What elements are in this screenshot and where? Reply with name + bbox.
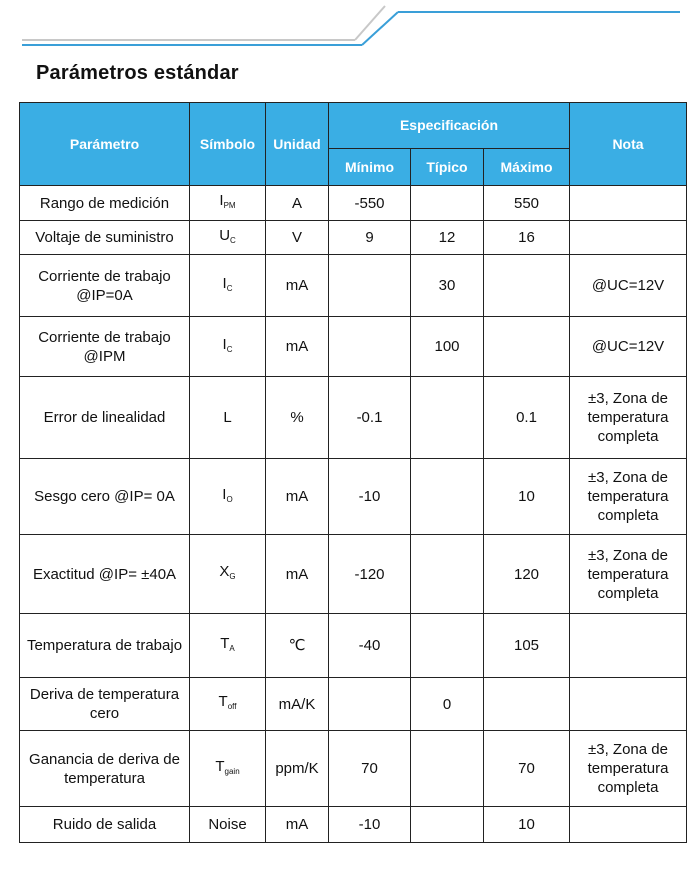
note-cell: @UC=12V xyxy=(570,255,687,317)
unit-cell: % xyxy=(266,377,329,459)
symbol-cell xyxy=(190,317,266,377)
unit-cell: mA xyxy=(266,535,329,614)
header-minimo: Mínimo xyxy=(329,149,411,186)
symbol-base: T xyxy=(218,693,228,710)
header-tipico: Típico xyxy=(411,149,484,186)
max-cell xyxy=(484,317,570,377)
table-row xyxy=(20,535,687,614)
typ-cell: 12 xyxy=(411,221,484,255)
max-cell: 105 xyxy=(484,614,570,678)
symbol-base: I xyxy=(222,485,227,503)
max-cell xyxy=(484,678,570,731)
typ-cell xyxy=(411,186,484,221)
parameter-cell: Deriva de temperatura cero xyxy=(20,678,190,731)
parameter-cell: Corriente de trabajo @IPM xyxy=(20,317,190,377)
symbol-base: U xyxy=(219,226,231,244)
table-row xyxy=(20,317,687,377)
table-row xyxy=(20,807,687,843)
typ-cell xyxy=(411,807,484,843)
symbol-base: T xyxy=(215,757,225,775)
note-cell: ±3, Zona de temperatura completa xyxy=(570,535,687,614)
header-maximo: Máximo xyxy=(484,149,570,186)
table-row xyxy=(20,614,687,678)
symbol-cell xyxy=(190,186,266,221)
max-cell: 10 xyxy=(484,459,570,535)
typ-cell xyxy=(411,614,484,678)
symbol-base: T xyxy=(220,634,230,652)
parameter-cell: Rango de medición xyxy=(20,186,190,221)
max-cell: 120 xyxy=(484,535,570,614)
min-cell: -10 xyxy=(329,807,411,843)
typ-cell: 100 xyxy=(411,317,484,377)
symbol-subscript: G xyxy=(229,572,236,581)
symbol-base: I xyxy=(222,274,227,292)
parameter-cell: Error de linealidad xyxy=(20,377,190,459)
parameter-cell: Exactitud @IP= ±40A xyxy=(20,535,190,614)
symbol-subscript: PM xyxy=(223,201,236,210)
symbol-subscript: C xyxy=(226,344,233,354)
symbol-cell xyxy=(190,377,266,459)
max-cell: 16 xyxy=(484,221,570,255)
symbol-cell xyxy=(190,731,266,807)
max-cell: 10 xyxy=(484,807,570,843)
symbol-cell xyxy=(190,459,266,535)
unit-cell: mA xyxy=(266,317,329,377)
symbol-base: Noise xyxy=(208,816,247,833)
min-cell: -40 xyxy=(329,614,411,678)
table-row xyxy=(20,377,687,459)
unit-cell: A xyxy=(266,186,329,221)
parameter-cell: Corriente de trabajo @IP=0A xyxy=(20,255,190,317)
table-row xyxy=(20,459,687,535)
note-cell xyxy=(570,678,687,731)
parameter-cell: Ruido de salida xyxy=(20,807,190,843)
note-cell xyxy=(570,807,687,843)
header-nota: Nota xyxy=(570,103,687,186)
parameter-cell: Temperatura de trabajo xyxy=(20,614,190,678)
note-cell xyxy=(570,186,687,221)
table-row xyxy=(20,678,687,731)
min-cell: 9 xyxy=(329,221,411,255)
unit-cell: mA xyxy=(266,459,329,535)
symbol-base: I xyxy=(222,335,227,353)
unit-cell: mA xyxy=(266,807,329,843)
max-cell: 550 xyxy=(484,186,570,221)
parameter-cell: Sesgo cero @IP= 0A xyxy=(20,459,190,535)
min-cell: -10 xyxy=(329,459,411,535)
page-title: Parámetros estándar xyxy=(36,62,239,84)
header-unidad: Unidad xyxy=(266,103,329,186)
min-cell xyxy=(329,678,411,731)
max-cell: 0.1 xyxy=(484,377,570,459)
symbol-subscript: O xyxy=(226,494,233,504)
symbol-cell xyxy=(190,535,266,614)
typ-cell: 30 xyxy=(411,255,484,317)
symbol-subscript: A xyxy=(229,643,235,653)
symbol-cell xyxy=(190,678,266,731)
min-cell: 70 xyxy=(329,731,411,807)
header-parametro: Parámetro xyxy=(20,103,190,186)
symbol-cell xyxy=(190,614,266,678)
min-cell xyxy=(329,317,411,377)
unit-cell: mA/K xyxy=(266,678,329,731)
spec-table xyxy=(19,102,687,843)
header-simbolo: Símbolo xyxy=(190,103,266,186)
typ-cell: 0 xyxy=(411,678,484,731)
symbol-subscript: C xyxy=(230,235,236,245)
min-cell xyxy=(329,255,411,317)
symbol-cell xyxy=(190,807,266,843)
header-especificacion: Especificación xyxy=(329,103,570,149)
typ-cell xyxy=(411,459,484,535)
min-cell: -550 xyxy=(329,186,411,221)
note-cell: ±3, Zona de temperatura completa xyxy=(570,377,687,459)
table-row xyxy=(20,186,687,221)
symbol-subscript: off xyxy=(227,702,237,711)
unit-cell: V xyxy=(266,221,329,255)
symbol-cell xyxy=(190,255,266,317)
typ-cell xyxy=(411,377,484,459)
note-cell xyxy=(570,221,687,255)
note-cell: ±3, Zona de temperatura completa xyxy=(570,459,687,535)
table-row xyxy=(20,221,687,255)
unit-cell: ppm/K xyxy=(266,731,329,807)
symbol-base: X xyxy=(219,563,230,580)
typ-cell xyxy=(411,731,484,807)
symbol-subscript: C xyxy=(226,283,233,293)
typ-cell xyxy=(411,535,484,614)
symbol-cell xyxy=(190,221,266,255)
table-row xyxy=(20,731,687,807)
unit-cell: mA xyxy=(266,255,329,317)
min-cell: -0.1 xyxy=(329,377,411,459)
min-cell: -120 xyxy=(329,535,411,614)
max-cell xyxy=(484,255,570,317)
max-cell: 70 xyxy=(484,731,570,807)
table-row xyxy=(20,255,687,317)
note-cell: @UC=12V xyxy=(570,317,687,377)
parameter-cell: Voltaje de suministro xyxy=(20,221,190,255)
symbol-base: I xyxy=(219,192,224,209)
symbol-subscript: gain xyxy=(224,766,240,776)
parameter-cell: Ganancia de deriva de temperatura xyxy=(20,731,190,807)
note-cell: ±3, Zona de temperatura completa xyxy=(570,731,687,807)
header-decoration xyxy=(0,0,700,60)
spec-table-body xyxy=(20,186,687,843)
symbol-base: L xyxy=(223,409,232,426)
note-cell xyxy=(570,614,687,678)
unit-cell: ℃ xyxy=(266,614,329,678)
